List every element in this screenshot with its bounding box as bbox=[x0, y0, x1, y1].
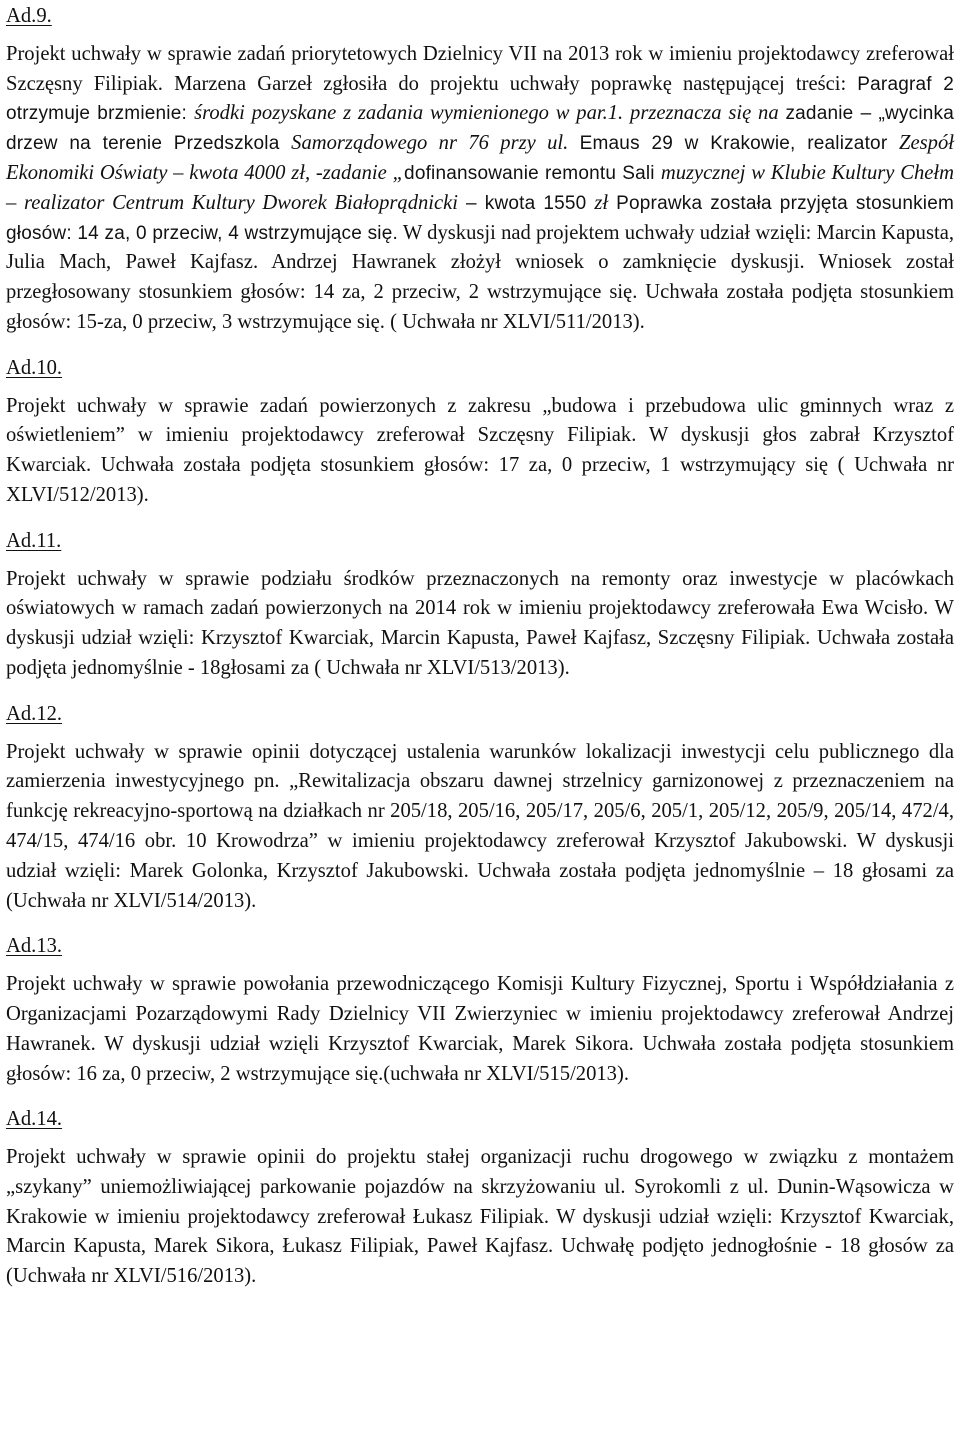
section-heading: Ad.9. bbox=[6, 5, 52, 27]
text-run: – kwota 1550 bbox=[458, 192, 595, 214]
text-run: Projekt uchwały w sprawie powołania przewodniczącego Komisji Kultury Fizycznej, Sportu i Współdziałania z Organizacjami Pozarządowymi Rady Dzielnicy VII Zwierzyniec w imieniu projektodawcy zreferował Andrzej Hawranek. W dyskusji udział wzięli Krzysztof Kwarciak, Marek Sikora. Uchwała została podjęta stosunkiem głosów: 16 za, 0 przeciw, 2 wstrzymujące się.(uchwała nr XLVI/515/2013). bbox=[6, 973, 954, 1085]
section-heading: Ad.13. bbox=[6, 935, 63, 958]
text-run: Paragraf 2 otrzymuje brzmienie: bbox=[6, 73, 954, 125]
section-ad-13 bbox=[6, 932, 954, 1089]
section-ad-10 bbox=[6, 354, 954, 511]
section-paragraph bbox=[6, 1143, 954, 1292]
text-run-italic: zł bbox=[594, 191, 609, 214]
section-paragraph bbox=[6, 40, 954, 338]
section-heading: Ad.11. bbox=[6, 529, 62, 552]
section-paragraph bbox=[6, 392, 954, 511]
section-ad-12 bbox=[6, 700, 954, 917]
text-run: W dyskusji nad projektem uchwały udział wzięli: Marcin Kapusta, Julia Mach, Paweł Kajfasz. Andrzej Hawranek złożył wniosek o zamknięcie dyskusji. Wniosek został przegłosowany stosunkiem głosów: 14 za, 2 przeciw, 2 wstrzymujące się. Uchwała została podjęta stosunkiem głosów: 15-za, 0 przeciw, 3 wstrzymujące się. ( Uchwała nr XLVI/511/2013). bbox=[6, 221, 955, 333]
text-run: dofinansowanie remontu Sali bbox=[404, 162, 661, 184]
section-heading: Ad.12. bbox=[6, 702, 63, 725]
section-heading: Ad.10. bbox=[6, 356, 63, 379]
text-run: Projekt uchwały w sprawie zadań priorytetowych Dzielnicy VII na 2013 rok w imieniu projektodawcy zreferował Szczęsny Filipiak. Marzena Garzeł zgłosiła do projektu uchwały poprawkę następującej treści: bbox=[6, 42, 954, 95]
text-run: Projekt uchwały w sprawie podziału środków przeznaczonych na remonty oraz inwestycje w placówkach oświatowych w ramach zadań powierzonych na 2014 rok w imieniu projektodawcy zreferowała Ewa Wcisło. W dyskusji udział wzięli: Krzysztof Kwarciak, Marcin Kapusta, Paweł Kajfasz, Szczęsny Filipiak. Uchwała została podjęta jednomyślnie - 18głosami za ( Uchwała nr XLVI/513/2013). bbox=[6, 567, 954, 679]
text-run-italic: środki pozyskane z zadania wymienionego w par.1. przeznacza się na bbox=[194, 102, 786, 125]
text-run: Poprawka została przyjęta stosunkiem głosów: 14 za, 0 przeciw, 4 wstrzymujące się. bbox=[6, 192, 955, 244]
section-paragraph bbox=[6, 565, 954, 684]
text-run-italic: Samorządowego nr 76 przy ul. bbox=[291, 132, 580, 155]
text-run: zadanie – „wycinka drzew na terenie Przedszkola bbox=[6, 103, 954, 155]
text-run-italic: muzycznej w Klubie Kultury Chełm – realizator Centrum Kultury Dworek Białoprądnicki bbox=[6, 161, 954, 214]
text-run-italic: Zespół Ekonomiki Oświaty – kwota 4000 zł, -zadanie „ bbox=[6, 132, 954, 184]
section-ad-14 bbox=[6, 1105, 954, 1292]
text-run: Emaus 29 w Krakowie, realizator bbox=[579, 133, 900, 155]
text-run: Projekt uchwały w sprawie opinii dotyczącej ustalenia warunków lokalizacji inwestycji celu publicznego dla zamierzenia inwestycyjnego pn. „Rewitalizacja obszaru dawnej strzelnicy garnizonowej z przeznaczeniem na funkcję rekreacyjno-sportową na działkach nr 205/18, 205/16, 205/17, 205/6, 205/1, 205/12, 205/9, 205/14, 472/4, 474/15, 474/16 obr. 10 Krowodrza” w imieniu projektodawcy zreferował Krzysztof Jakubowski. W dyskusji udział wzięli: Marek Golonka, Krzysztof Jakubowski. Uchwała została podjęta jednomyślnie – 18 głosami za (Uchwała nr XLVI/514/2013). bbox=[6, 740, 954, 912]
section-paragraph bbox=[6, 970, 954, 1089]
text-run: Projekt uchwały w sprawie opinii do projektu stałej organizacji ruchu drogowego w związku z montażem „szykany” uniemożliwiającej parkowanie pojazdów na skrzyżowaniu ul. Syrokomli z ul. Dunin-Wąsowicza w Krakowie w imieniu projektodawcy zreferował Łukasz Filipiak. W dyskusji udział wzięli: Krzysztof Kwarciak, Marcin Kapusta, Marek Sikora, Łukasz Filipiak, Paweł Kajfasz. Uchwałę podjęto jednogłośnie - 18 głosów za (Uchwała nr XLVI/516/2013). bbox=[6, 1146, 954, 1288]
section-heading: Ad.14. bbox=[6, 1108, 63, 1131]
section-paragraph bbox=[6, 738, 954, 917]
section-ad-9 bbox=[6, 2, 954, 338]
text-run: Projekt uchwały w sprawie zadań powierzonych z zakresu „budowa i przebudowa ulic gminnych wraz z oświetleniem” w imieniu projektodawcy zreferował Szczęsny Filipiak. W dyskusji głos zabrał Krzysztof Kwarciak. Uchwała została podjęta stosunkiem głosów: 17 za, 0 przeciw, 1 wstrzymujący się ( Uchwała nr XLVI/512/2013). bbox=[6, 394, 954, 506]
section-ad-11 bbox=[6, 527, 954, 684]
